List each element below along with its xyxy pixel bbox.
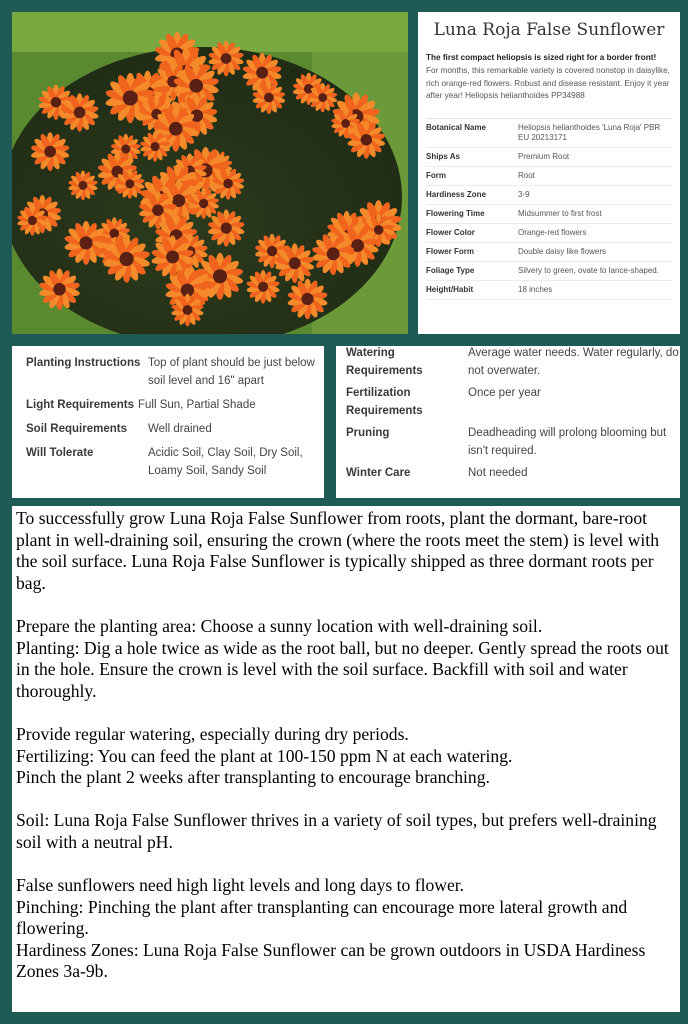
spec-label: Ships As [426, 151, 460, 161]
care-value: Once per year [468, 387, 541, 399]
care-label: Soil Requirements [26, 423, 127, 435]
spec-row [426, 281, 672, 300]
care-value: Top of plant should be just below soil level and 16" apart [148, 357, 315, 387]
flower-center [267, 246, 277, 256]
flower-center [74, 107, 86, 119]
guide-paragraph: Provide regular watering, especially during dry periods. [16, 723, 409, 744]
growing-guide [12, 506, 680, 1012]
flower-illustration [12, 12, 408, 334]
care-row-pruning [346, 424, 680, 460]
flower-center [44, 146, 56, 158]
guide-paragraph: Planting: Dig a hole twice as wide as the root ball, but no deeper. Gently spread the roots out in the hole. Ensure the crown is level with the soil surface. Backfill with soil and water thoroughly. [16, 637, 669, 701]
product-info-card [418, 12, 680, 334]
care-row-fertilization [346, 384, 680, 420]
flower-center [121, 144, 130, 153]
care-value: Deadheading will prolong blooming but isn't required. [468, 427, 667, 457]
flower-center [361, 134, 372, 145]
flower-center [166, 250, 179, 263]
spec-row [426, 243, 672, 262]
care-row-tolerate [26, 444, 324, 480]
flower-center [79, 236, 92, 249]
flower-center [189, 79, 203, 93]
spec-value: 3-9 [518, 189, 530, 199]
flower-center [221, 223, 232, 234]
care-value: Average water needs. Water regularly, do not overwater. [468, 347, 679, 377]
care-label: Light Requirements [26, 399, 134, 411]
flower-center [183, 305, 193, 315]
spec-label: Flower Form [426, 246, 475, 256]
flower-center [374, 225, 384, 235]
spec-table [426, 118, 672, 300]
spec-value: Silvery to green, ovate to lance-shaped. [518, 265, 659, 275]
spec-label: Botanical Name [426, 122, 487, 132]
care-row-winter [346, 464, 680, 482]
guide-paragraph: Pinch the plant 2 weeks after transplanting to encourage branching. [16, 767, 490, 788]
guide-paragraph: To successfully grow Luna Roja False Sunflower from roots, plant the dormant, bare-root plant in well-draining soil, ensuring the crown (where the roots meet the stem) is level with the soil surface. Luna Roja False Sunflower is typically shipped as three dormant roots per bag. [16, 508, 659, 593]
spec-row [426, 224, 672, 243]
spec-row [426, 148, 672, 167]
spec-label: Flower Color [426, 227, 475, 237]
flower-center [152, 204, 163, 215]
guide-paragraph: False sunflowers need high light levels and long days to flower. [16, 875, 465, 896]
flower-center [221, 53, 232, 64]
product-photo [12, 12, 408, 334]
flower-center [256, 67, 268, 79]
flower-center [199, 199, 208, 208]
spec-label: Flowering Time [426, 208, 485, 218]
guide-paragraph: Pinching: Pinching the plant after transplanting can encourage more lateral growth and flowering. [16, 896, 628, 939]
care-row-soil [26, 420, 324, 438]
flower-center [318, 93, 327, 102]
spec-value: Double daisy like flowers [518, 246, 607, 256]
guide-paragraph: Fertilizing: You can feed the plant at 100-150 ppm N at each watering. [16, 745, 513, 766]
care-panel-right [336, 346, 680, 498]
flower-center [125, 179, 134, 188]
flower-center [28, 216, 37, 225]
flower-center [151, 142, 160, 151]
spec-row [426, 186, 672, 205]
spec-row [426, 167, 672, 186]
care-label: Winter Care [346, 467, 411, 479]
care-value: Well drained [148, 423, 212, 435]
spec-label: Form [426, 170, 446, 180]
flower-center [123, 90, 138, 105]
spec-value: Root [518, 170, 535, 180]
care-value: Acidic Soil, Clay Soil, Dry Soil, Loamy Soil, Sandy Soil [148, 447, 303, 477]
flower-center [289, 257, 301, 269]
guide-paragraph: Hardiness Zones: Luna Roja False Sunflower can be grown outdoors in USDA Hardiness Zones 3a-9b. [16, 939, 646, 982]
spec-value: Premium Root [518, 151, 570, 161]
care-row-planting [26, 354, 324, 390]
care-value: Not needed [468, 467, 528, 479]
care-panel-left [12, 346, 324, 498]
guide-paragraph: Soil: Luna Roja False Sunflower thrives in a variety of soil types, but prefers well-draining soil with a neutral pH. [16, 810, 657, 852]
flower-center [120, 252, 134, 266]
spec-label: Hardiness Zone [426, 189, 487, 199]
care-row-light [26, 396, 324, 414]
product-lead: The first compact heliopsis is sized right for a border front! [426, 53, 657, 62]
flower-center [223, 179, 233, 189]
flower-center [301, 293, 313, 305]
flower-center [264, 93, 274, 103]
product-title: Luna Roja False Sunflower [433, 20, 665, 40]
spec-value: Heliopsis helianthoides 'Luna Roja' PBR EU 20213171 [518, 122, 661, 142]
spec-row [426, 262, 672, 281]
spec-label: Height/Habit [426, 284, 474, 294]
spec-label: Foliage Type [426, 265, 475, 275]
guide-paragraph: Prepare the planting area: Choose a sunny location with well-draining soil. [16, 615, 543, 636]
flower-center [341, 119, 350, 128]
care-row-watering [346, 344, 680, 380]
care-label: Watering Requirements [346, 347, 423, 377]
spec-row [426, 205, 672, 224]
spec-value: 18 inches [518, 284, 553, 294]
spec-value: Midsummer to first frost [518, 208, 602, 218]
flower-center [213, 269, 227, 283]
care-label: Planting Instructions [26, 357, 141, 369]
flower-center [327, 247, 340, 260]
flower-center [169, 122, 183, 136]
care-label: Will Tolerate [26, 447, 94, 459]
spec-row [426, 119, 672, 148]
care-value: Full Sun, Partial Shade [137, 399, 256, 411]
flower-center [51, 97, 62, 108]
product-description: For months, this remarkable variety is covered nonstop in daisylike, rich orange-red flowers. Robust and disease resistant. Enjoy it year after year! Heliopsis helianthoides PP34988 [426, 66, 670, 101]
care-label: Fertilization Requirements [346, 387, 423, 417]
flower-center [258, 282, 268, 292]
care-label: Pruning [346, 427, 390, 439]
flower-center [109, 229, 119, 239]
flower-center [79, 181, 88, 190]
spec-value: Orange-red flowers [518, 227, 587, 237]
flower-center [53, 283, 65, 295]
